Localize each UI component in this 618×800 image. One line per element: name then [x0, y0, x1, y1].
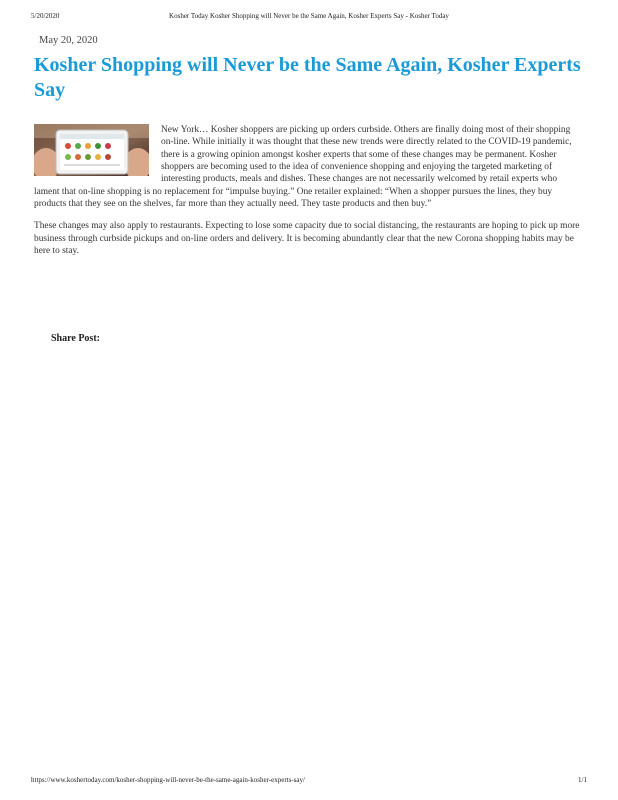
print-url: https://www.koshertoday.com/kosher-shopping-will-never-be-the-same-again-kosher-experts-say/ — [31, 776, 305, 784]
print-date: 5/20/2020 — [31, 12, 60, 20]
print-page-title: Kosher Today Kosher Shopping will Never be the Same Again, Kosher Experts Say - Kosher Today — [169, 12, 449, 20]
print-header — [31, 12, 587, 24]
article-title: Kosher Shopping will Never be the Same Again, Kosher Experts Say — [34, 54, 581, 101]
post-date: May 20, 2020 — [39, 35, 98, 46]
article-paragraph: These changes may also apply to restaurants. Expecting to lose some capacity due to social distancing, the restaurants are hoping to pick up more business through curbside pickups and on-line orders and delivery. It is becoming abundantly clear that the new Corona shopping habits may be here to stay. — [34, 221, 580, 257]
article-body — [34, 124, 584, 267]
print-page-number: 1/1 — [578, 776, 587, 784]
article-image — [34, 124, 149, 176]
print-footer — [31, 776, 587, 788]
article-paragraph: New York… Kosher shoppers are picking up orders curbside. Others are finally doing most of their shopping on-line. While initially it was thought that these new trends were directly related to the COVID-19 pandemic, there is a growing opinion amongst kosher experts that some of these changes may be permanent. Kosher shoppers are becoming used to the idea of convenience shopping and enjoying the targeted marketing of interesting products, meals and dishes. These changes are not necessarily welcomed by retail experts who lament that on-line shopping is no replacement for “impulse buying.” One retailer explained: “When a shopper pursues the lines, they buy products that they see on the shelves, far more than they actually need. They taste products and then buy.” — [34, 125, 572, 210]
share-post-label: Share Post: — [51, 333, 100, 344]
